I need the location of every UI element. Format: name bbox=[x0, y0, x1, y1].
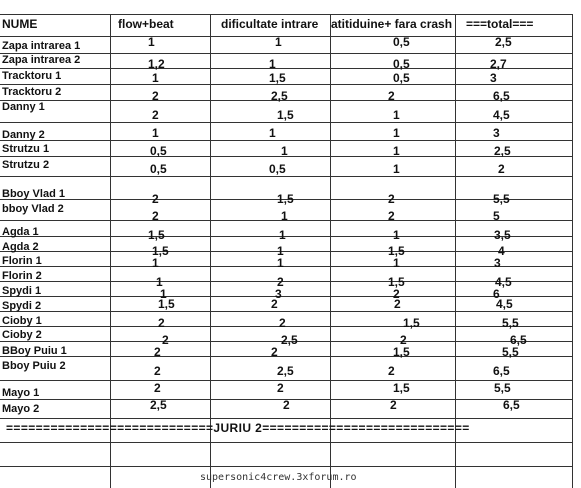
contestant-name: Agda 2 bbox=[2, 241, 39, 253]
score-flow-beat: 2 bbox=[158, 316, 165, 330]
score-atitudine: 1,5 bbox=[393, 381, 410, 395]
row-divider bbox=[0, 356, 572, 357]
row-divider bbox=[0, 176, 572, 177]
score-atitudine: 1,5 bbox=[388, 275, 405, 289]
score-dificultate: 2,5 bbox=[281, 333, 298, 347]
score-flow-beat: 2 bbox=[154, 364, 161, 378]
score-total: 6 bbox=[493, 287, 500, 301]
score-total: 2,5 bbox=[494, 144, 511, 158]
score-dificultate: 1,5 bbox=[277, 108, 294, 122]
score-total: 5,5 bbox=[493, 192, 510, 206]
contestant-name: Florin 1 bbox=[2, 255, 42, 267]
score-total: 4 bbox=[498, 244, 505, 258]
score-dificultate: 0,5 bbox=[269, 162, 286, 176]
row-divider bbox=[0, 236, 572, 237]
score-flow-beat: 2 bbox=[152, 108, 159, 122]
score-dificultate: 3 bbox=[275, 287, 282, 301]
score-flow-beat: 1 bbox=[152, 256, 159, 270]
score-total: 4,5 bbox=[495, 275, 512, 289]
score-dificultate: 2 bbox=[283, 398, 290, 412]
score-dificultate: 1 bbox=[279, 228, 286, 242]
score-atitudine: 1 bbox=[393, 162, 400, 176]
contestant-name: bboy Vlad 2 bbox=[2, 203, 64, 215]
score-dificultate: 1 bbox=[277, 244, 284, 258]
jury-separator: ============================JURIU 2============================ bbox=[6, 421, 470, 435]
header-total: ===total=== bbox=[466, 17, 534, 31]
score-dificultate: 1 bbox=[269, 57, 276, 71]
score-atitudine: 1,5 bbox=[388, 244, 405, 258]
score-dificultate: 2,5 bbox=[277, 364, 294, 378]
score-total: 6,5 bbox=[510, 333, 527, 347]
contestant-name: Spydi 2 bbox=[2, 300, 42, 312]
score-total: 3 bbox=[490, 71, 497, 85]
score-total: 6,5 bbox=[493, 89, 510, 103]
contestant-name: Bboy Puiu 2 bbox=[2, 360, 66, 372]
score-dificultate: 1 bbox=[281, 209, 288, 223]
score-total: 2 bbox=[498, 162, 505, 176]
row-divider bbox=[0, 442, 572, 443]
score-total: 6,5 bbox=[503, 398, 520, 412]
contestant-name: Danny 1 bbox=[2, 101, 45, 113]
column-divider bbox=[572, 14, 573, 488]
score-atitudine: 1,5 bbox=[393, 345, 410, 359]
contestant-name: Mayo 2 bbox=[2, 403, 40, 415]
score-flow-beat: 0,5 bbox=[150, 144, 167, 158]
score-atitudine: 0,5 bbox=[393, 71, 410, 85]
contestant-name: Agda 1 bbox=[2, 226, 39, 238]
row-divider bbox=[0, 326, 572, 327]
header-name: NUME bbox=[2, 17, 38, 31]
row-divider bbox=[0, 122, 572, 123]
row-divider bbox=[0, 281, 572, 282]
score-total: 5,5 bbox=[502, 316, 519, 330]
contestant-name: Strutzu 2 bbox=[2, 159, 50, 171]
contestant-name: Tracktoru 1 bbox=[2, 70, 62, 82]
contestant-name: Cioby 2 bbox=[2, 329, 42, 341]
score-flow-beat: 1,5 bbox=[152, 244, 169, 258]
score-total: 5 bbox=[493, 209, 500, 223]
header-dificultate: dificultate intrare bbox=[221, 17, 319, 31]
row-divider bbox=[0, 140, 572, 141]
row-divider bbox=[0, 418, 572, 419]
score-flow-beat: 1,5 bbox=[158, 297, 175, 311]
score-flow-beat: 1 bbox=[160, 287, 167, 301]
contestant-name: Strutzu 1 bbox=[2, 143, 50, 155]
score-total: 5,5 bbox=[494, 381, 511, 395]
score-flow-beat: 1,5 bbox=[148, 228, 165, 242]
contestant-name: Florin 2 bbox=[2, 270, 42, 282]
score-atitudine: 2 bbox=[393, 287, 400, 301]
row-divider bbox=[0, 311, 572, 312]
score-flow-beat: 1 bbox=[148, 35, 155, 49]
score-flow-beat: 2 bbox=[162, 333, 169, 347]
row-divider bbox=[0, 466, 572, 467]
score-dificultate: 1 bbox=[277, 256, 284, 270]
score-dificultate: 1,5 bbox=[277, 192, 294, 206]
score-atitudine: 2 bbox=[388, 89, 395, 103]
score-flow-beat: 1 bbox=[152, 71, 159, 85]
site-watermark: supersonic4crew.3xforum.ro bbox=[200, 472, 357, 483]
header-atitudine: atitiduine+ fara crash bbox=[331, 17, 453, 31]
score-atitudine: 1 bbox=[393, 256, 400, 270]
score-total: 6,5 bbox=[493, 364, 510, 378]
contestant-name: Zapa intrarea 1 bbox=[2, 40, 81, 52]
score-atitudine: 1,5 bbox=[403, 316, 420, 330]
score-flow-beat: 0,5 bbox=[150, 162, 167, 176]
score-dificultate: 2 bbox=[279, 316, 286, 330]
score-total: 3 bbox=[493, 126, 500, 140]
score-atitudine: 1 bbox=[393, 108, 400, 122]
row-divider bbox=[0, 266, 572, 267]
contestant-name: Danny 2 bbox=[2, 129, 45, 141]
score-flow-beat: 2 bbox=[154, 345, 161, 359]
contestant-name: Zapa intrarea 2 bbox=[2, 54, 81, 66]
score-atitudine: 0,5 bbox=[393, 35, 410, 49]
contestant-name: Mayo 1 bbox=[2, 387, 40, 399]
score-atitudine: 2 bbox=[388, 192, 395, 206]
score-dificultate: 2 bbox=[271, 345, 278, 359]
row-divider bbox=[0, 36, 572, 37]
score-dificultate: 1 bbox=[281, 144, 288, 158]
row-divider bbox=[0, 53, 572, 54]
score-atitudine: 1 bbox=[393, 228, 400, 242]
row-divider bbox=[0, 380, 572, 381]
row-divider bbox=[0, 84, 572, 85]
score-total: 2,7 bbox=[490, 57, 507, 71]
score-total: 2,5 bbox=[495, 35, 512, 49]
contestant-name: Cioby 1 bbox=[2, 315, 42, 327]
row-divider bbox=[0, 14, 572, 15]
score-total: 4,5 bbox=[496, 297, 513, 311]
score-dificultate: 1,5 bbox=[269, 71, 286, 85]
contestant-name: Spydi 1 bbox=[2, 285, 42, 297]
score-dificultate: 2,5 bbox=[271, 89, 288, 103]
score-flow-beat: 2 bbox=[152, 192, 159, 206]
score-flow-beat: 1 bbox=[152, 126, 159, 140]
score-total: 3,5 bbox=[494, 228, 511, 242]
header-flow-beat: flow+beat bbox=[118, 17, 174, 31]
score-atitudine: 2 bbox=[390, 398, 397, 412]
score-atitudine: 2 bbox=[388, 209, 395, 223]
score-atitudine: 2 bbox=[388, 364, 395, 378]
score-flow-beat: 2 bbox=[152, 89, 159, 103]
contestant-name: BBoy Puiu 1 bbox=[2, 345, 67, 357]
score-dificultate: 2 bbox=[277, 275, 284, 289]
score-total: 3 bbox=[494, 256, 501, 270]
score-atitudine: 2 bbox=[394, 297, 401, 311]
contestant-name: Bboy Vlad 1 bbox=[2, 188, 65, 200]
score-atitudine: 0,5 bbox=[393, 57, 410, 71]
score-atitudine: 2 bbox=[400, 333, 407, 347]
row-divider bbox=[0, 251, 572, 252]
score-flow-beat: 2,5 bbox=[150, 398, 167, 412]
score-atitudine: 1 bbox=[393, 126, 400, 140]
score-dificultate: 2 bbox=[271, 297, 278, 311]
score-flow-beat: 2 bbox=[152, 209, 159, 223]
score-atitudine: 1 bbox=[393, 144, 400, 158]
score-dificultate: 2 bbox=[277, 381, 284, 395]
contestant-name: Tracktoru 2 bbox=[2, 86, 62, 98]
score-dificultate: 1 bbox=[275, 35, 282, 49]
score-flow-beat: 1,2 bbox=[148, 57, 165, 71]
score-total: 5,5 bbox=[502, 345, 519, 359]
score-flow-beat: 2 bbox=[154, 381, 161, 395]
score-flow-beat: 1 bbox=[156, 275, 163, 289]
score-dificultate: 1 bbox=[269, 126, 276, 140]
row-divider bbox=[0, 68, 572, 69]
score-total: 4,5 bbox=[493, 108, 510, 122]
row-divider bbox=[0, 296, 572, 297]
